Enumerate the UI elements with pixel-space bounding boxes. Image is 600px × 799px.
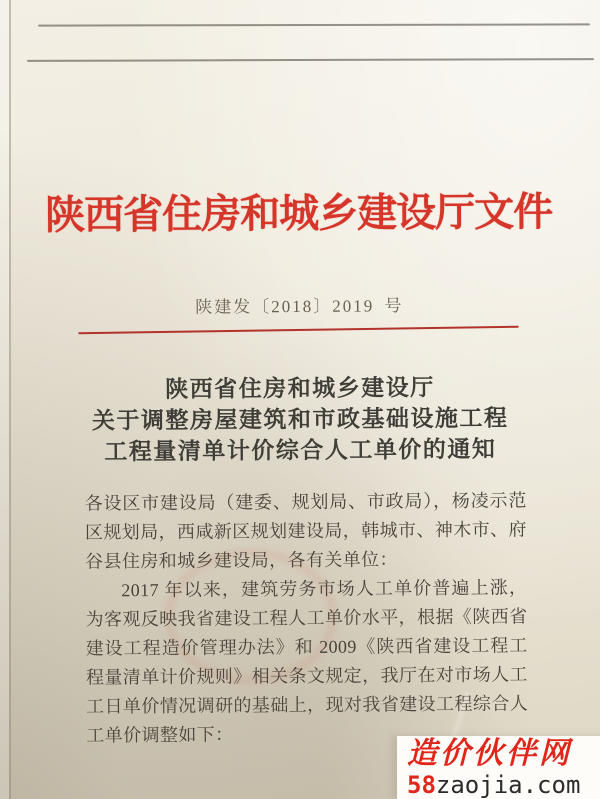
watermark-box xyxy=(397,736,600,799)
notice-title-line-1: 陕西省住房和城乡建设厅 xyxy=(165,375,435,402)
notice-title-line-3: 工程量清单计价综合人工单价的通知 xyxy=(104,436,497,465)
watermark-url-suffix: zaojia.com xyxy=(435,771,581,799)
notice-title xyxy=(0,371,600,468)
watermark-site-url xyxy=(407,772,600,798)
document-number: 陕建发〔2018〕2019 号 xyxy=(195,296,404,317)
watermark-site-name: 造价伙伴网 xyxy=(407,737,572,770)
watermark-url-prefix: 58 xyxy=(407,771,436,799)
body-paragraph-intro: 2017 年以来，建筑劳务市场人工单价普遍上涨，为客观反映我省建设工程人工单价水平，根据《陕西省建设工程造价管理办法》和 2009《陕西省建设工程工程量清单计价规则》相关条文规定，我厅在对市场人工工日单价情况调研的基础上，现对我省建设工程综合人工单价调整如下： xyxy=(85,577,529,746)
notice-title-line-2: 关于调整房屋建筑和市政基础设施工程 xyxy=(91,405,509,434)
red-divider-line xyxy=(79,326,519,335)
body-paragraph-recipients: 各设区市建设局（建委、规划局、市政局），杨凌示范区规划局，西咸新区规划建设局，韩城市、神木市、府谷县住房和城乡建设局，各有关单位： xyxy=(84,490,527,572)
red-header-title: 陕西省住房和城乡建设厅文件 xyxy=(45,189,553,238)
